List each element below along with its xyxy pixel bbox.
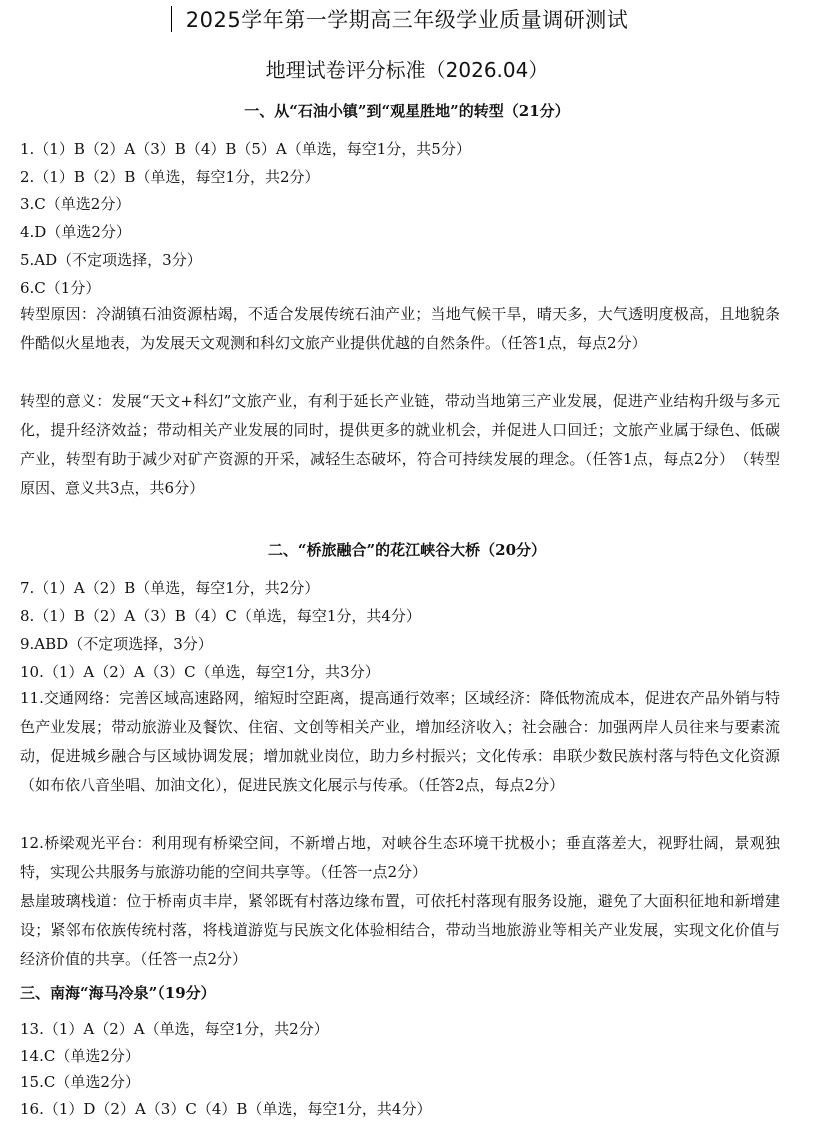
answer-q12-platform: 12.桥梁观光平台：利用现有桥梁空间，不新增占地，对峡谷生态环境干扰极小；垂直落差大，视野壮阔，景观独特，实现公共服务与旅游功能的空间共享等。（任答一点2分） [20,834,780,881]
answer-q11: 11.交通网络：完善区域高速路网，缩短时空距离，提高通行效率；区域经济：降低物流成本，促进农产品外销与特色产业发展；带动旅游业及餐饮、住宿、文创等相关产业，增加经济收入；社会融合：加强两岸人员往来与要素流动，促进城乡融合与区域协调发展；增加就业岗位，助力乡村振兴；文化传承：串联少数民族村落与特色文化资源（如布依八音坐唱、加油文化），促进民族文化展示与传承。（任答2点，每点2分） [20,689,780,794]
answer-q4: 4.D（单选2分） [20,223,131,241]
answer-q16: 16.（1）D（2）A（3）C（4）B（单选，每空1分，共4分） [20,1100,432,1118]
answer-q14: 14.C（单选2分） [20,1047,140,1065]
section1-heading: 一、从“石油小镇”到“观星胜地”的转型（21分） [244,102,570,120]
answer-meaning: 转型的意义：发展“天文+科幻”文旅产业，有利于延长产业链，带动当地第三产业发展，促进产业结构升级与多元化，提升经济效益；带动相关产业发展的同时，提供更多的就业机会，并促进人口回迁；文旅产业属于绿色、低碳产业，转型有助于减少对矿产资源的开采，减轻生态破坏，符合可持续发展的理念。（任答1点，每点2分） （转型原因、意义共3点，共6分） [20,392,780,497]
answer-q2: 2.（1）B（2）B（单选，每空1分，共2分） [20,168,320,186]
answer-q3: 3.C（单选2分） [20,195,131,213]
answer-q12-glass-walkway: 悬崖玻璃栈道：位于桥南贞丰岸，紧邻既有村落边缘布置，可依托村落现有服务设施，避免了大面积征地和新增建设；紧邻布依族传统村落，将栈道游览与民族文化体验相结合，带动当地旅游业等相关产业发展，实现文化价值与经济价值的共享。（任答一点2分） [20,892,780,968]
answer-reason: 转型原因：冷湖镇石油资源枯竭，不适合发展传统石油产业；当地气候干旱，晴天多，大气透明度极高，且地貌条件酷似火星地表，为发展天文观测和科幻文旅产业提供优越的自然条件。（任答1点，每点2分） [20,305,780,352]
answer-q13: 13.（1）A（2）A（单选，每空1分，共2分） [20,1020,329,1038]
answer-q10: 10.（1）A（2）A（3）C（单选，每空1分，共3分） [20,663,380,681]
answer-q7: 7.（1）A（2）B（单选，每空1分，共2分） [20,579,320,597]
answer-q5: 5.AD（不定项选择，3分） [20,251,202,269]
answer-q8: 8.（1）B（2）A（3）B（4）C（单选，每空1分，共4分） [20,607,421,625]
answer-q1: 1.（1）B（2）A（3）B（4）B（5）A（单选，每空1分，共5分） [20,140,471,158]
answer-q6: 6.C（1分） [20,279,101,297]
answer-q15: 15.C（单选2分） [20,1073,140,1091]
answer-q9: 9.ABD（不定项选择，3分） [20,635,213,653]
document-subtitle: 地理试卷评分标准（2026.04） [265,58,549,82]
section3-heading: 三、南海“海马冷泉”（19分） [20,984,216,1002]
document-title: 2025学年第一学期高三年级学业质量调研测试 [185,8,629,32]
section2-heading: 二、“桥旅融合”的花江峡谷大桥（20分） [267,541,547,559]
